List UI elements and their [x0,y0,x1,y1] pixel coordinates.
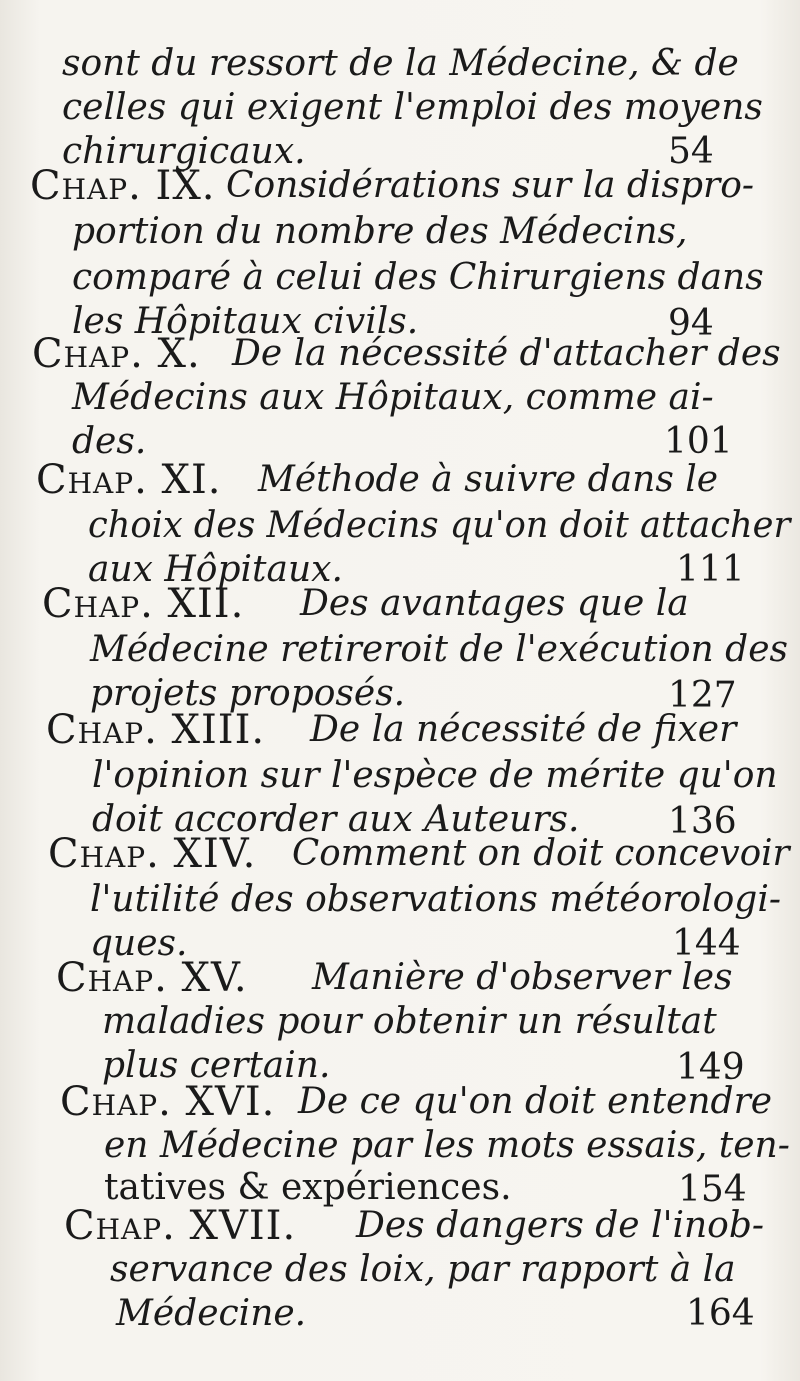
page-number: 111 [676,549,745,590]
entry-text-line: maladies pour obtenir un résultat [102,1001,717,1042]
page-number: 54 [668,131,714,172]
entry-text-line: Comment on doit concevoir [292,833,790,874]
entry-text-line: Des avantages que la [300,583,689,624]
entry-text-line: sont du ressort de la Médecine, & de [62,43,739,84]
entry-text-line: des. [72,421,147,462]
entry-text-line: celles qui exigent l'emploi des moyens [62,87,763,128]
entry-text-line: Médecine retireroit de l'exécution des [90,629,789,670]
entry-text-line: doit accorder aux Auteurs. [92,799,580,840]
entry-text-line: Des dangers de l'inob- [356,1205,765,1246]
entry-text-line: l'opinion sur l'espèce de mérite qu'on [92,755,778,796]
page-number: 136 [668,801,737,842]
entry-text-line: tatives & expériences. [104,1167,512,1208]
entry-text-line: Considérations sur la dispro- [226,165,755,206]
entry-text-line: Médecine. [116,1293,307,1334]
page-number: 127 [668,675,737,716]
entry-text-line: chirurgicaux. [62,131,306,172]
entry-text-line: De ce qu'on doit entendre [298,1081,773,1122]
entry-text-line: projets proposés. [90,673,406,714]
chapter-label: Chap. XII. [42,581,245,627]
entry-text-line: l'utilité des observations météorologi- [90,879,782,920]
chapter-label: Chap. XIII. [46,707,266,753]
entry-text-line: plus certain. [102,1045,331,1086]
entry-text-line: Médecins aux Hôpitaux, comme ai- [72,377,714,418]
entry-text-line: les Hôpitaux civils. [72,301,419,342]
chapter-label: Chap. IX. [30,163,216,209]
entry-text-line: Manière d'observer les [312,957,733,998]
entry-text-line: comparé à celui des Chirurgiens dans [72,257,764,298]
chapter-label: Chap. XVI. [60,1079,276,1125]
page-number: 144 [672,923,741,964]
chapter-label: Chap. XI. [36,457,222,503]
page-number: 149 [676,1047,745,1088]
page-number: 164 [686,1293,755,1334]
entry-text-line: servance des loix, par rapport à la [110,1249,736,1290]
chapter-label: Chap. XVII. [64,1203,297,1249]
page-number: 94 [668,303,714,344]
entry-text-line: portion du nombre des Médecins, [72,211,688,252]
entry-text-line: De la nécessité d'attacher des [232,333,781,374]
chapter-label: Chap. XIV. [48,831,257,877]
chapter-label: Chap. X. [32,331,201,377]
chapter-label: Chap. XV. [56,955,248,1001]
entry-text-line: en Médecine par les mots essais, ten- [104,1125,790,1166]
entry-text-line: Méthode à suivre dans le [258,459,719,500]
entry-text-line: De la nécessité de fixer [310,709,737,750]
entry-text-line: choix des Médecins qu'on doit attacher [88,505,791,546]
page-number: 101 [664,421,733,462]
entry-text-line: ques. [90,923,188,964]
entry-text-line: aux Hôpitaux. [88,549,343,590]
page-number: 154 [678,1169,747,1210]
